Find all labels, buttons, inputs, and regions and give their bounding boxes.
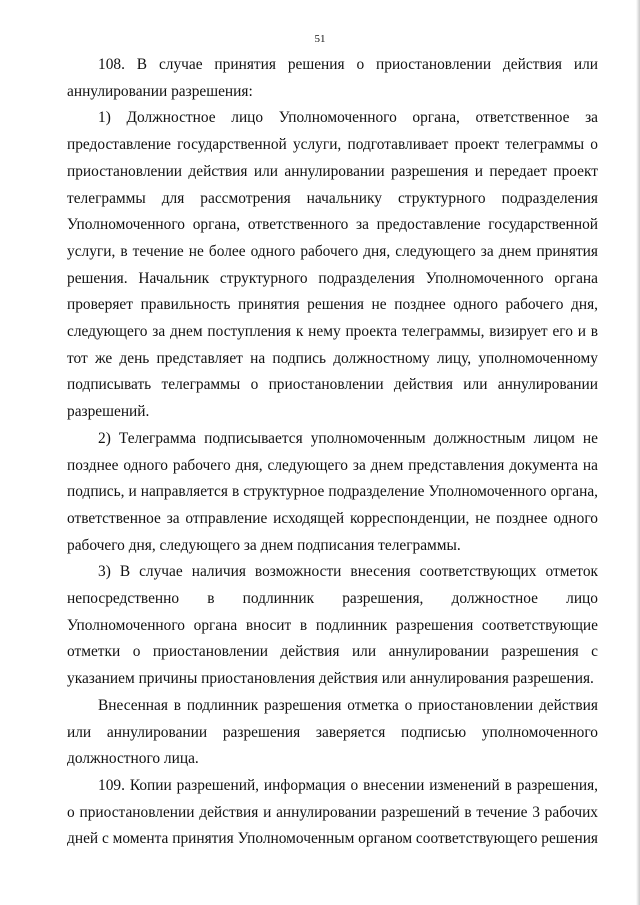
document-body — [67, 52, 598, 853]
paragraph-109: 109. Копии разрешений, информация о внесении изменений в разрешения, о приостановлении действия и аннулировании разрешений в течение 3 рабочих дней с момента принятия Уполномоченным органом соответствующего решения — [67, 776, 599, 848]
paragraph-108-certification: Внесенная в подлинник разрешения отметка о приостановлении действия или аннулировании разрешения заверяется подписью уполномоченного должностного лица. — [67, 696, 598, 768]
paragraph-108-item-2: 2) Телеграмма подписывается уполномоченным должностным лицом не позднее одного рабочего дня, следующего за днем представления документа на подпись, и направляется в структурное подразделение Уполномоченного органа, ответственное за отправление исходящей корреспонденции, не позднее одного рабочего дня, следующего за днем подписания телеграммы. — [67, 429, 598, 554]
paragraph-108-intro: 108. В случае принятия решения о приостановлении действия или аннулировании разрешения: — [67, 56, 598, 100]
page-number: 51 — [314, 33, 326, 45]
paragraph-108-item-1: 1) Должностное лицо Уполномоченного органа, ответственное за предоставление государственной услуги, подготавливает проект телеграммы о приостановлении действия или аннулировании разрешения и передает проект телеграммы для рассмотрения начальнику структурного подразделения Уполномоченного органа, ответственного за предоставление государственной услуги, в течение не более одного рабочего дня, следующего за днем принятия решения. Начальник структурного подразделения Уполномоченного органа проверяет правильность принятия решения не позднее одного рабочего дня, следующего за днем поступления к нему проекта телеграммы, визирует его и в тот же день представляет на подпись должностному лицу, уполномоченному подписывать телеграммы о приостановлении действия или аннулировании разрешений. — [67, 109, 598, 421]
scan-edge — [636, 0, 640, 905]
paragraph-108-item-3: 3) В случае наличия возможности внесения соответствующих отметок непосредственно в подлинник разрешения, должностное лицо Уполномоченного органа вносит в подлинник разрешения соответствующие отметки о приостановлении действия или аннулировании разрешения с указанием причины приостановления действия или аннулирования разрешения. — [67, 563, 598, 688]
